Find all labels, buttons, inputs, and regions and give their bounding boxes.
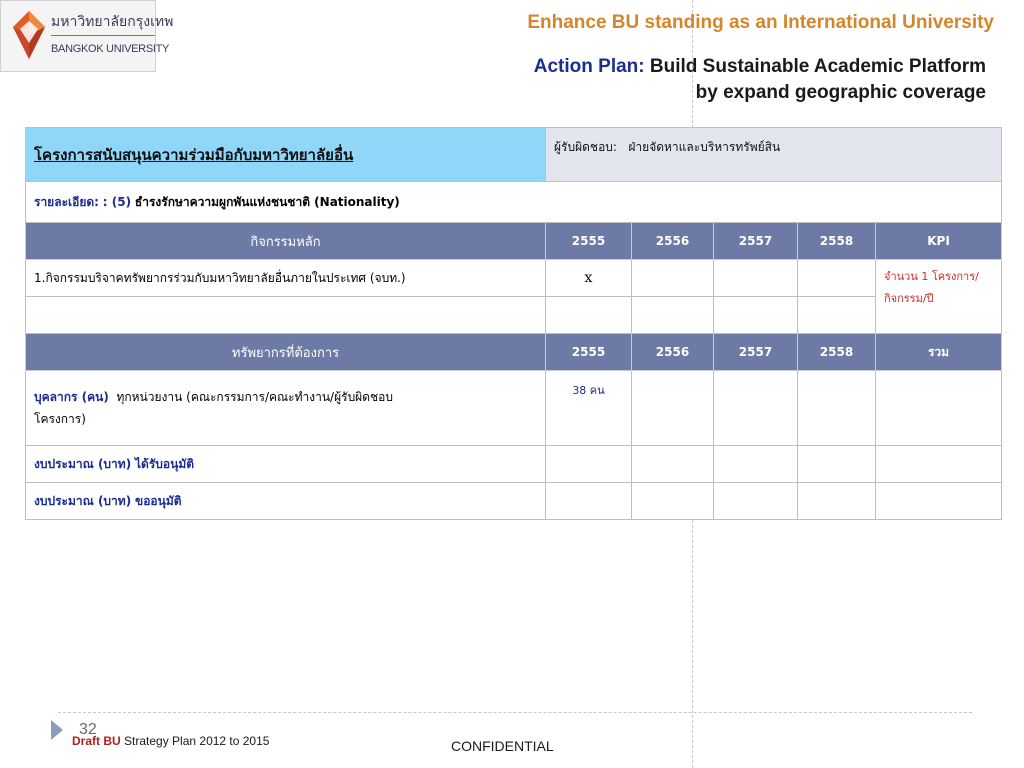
action-plan-label: Action Plan:: [533, 56, 645, 77]
budget-approved-row: [26, 446, 1002, 483]
kpi-line2: กิจกรรม/ปี: [884, 292, 934, 305]
action-plan-heading: [534, 54, 986, 106]
activity-cell-2556: [632, 260, 714, 297]
draft-label: Draft BU: [72, 734, 121, 748]
detail-cell: [26, 182, 1002, 223]
activity-cell-2557: [714, 260, 798, 297]
detail-text: ธำรงรักษาความผูกพันแห่งชนชาติ (Nationality): [134, 194, 400, 209]
slide-title: Enhance BU standing as an International University: [527, 12, 994, 33]
activity-cell-empty: [26, 297, 546, 334]
activity-header-kpi: KPI: [876, 223, 1002, 260]
action-plan-line1: Build Sustainable Academic Platform: [649, 56, 986, 77]
personnel-2556: [632, 371, 714, 446]
budget-approved-total: [876, 446, 1002, 483]
detail-row: [26, 182, 1002, 223]
action-plan-line2: by expand geographic coverage: [695, 82, 986, 103]
activity-header-year: 2557: [714, 223, 798, 260]
logo-english-name: BANGKOK UNIVERSITY: [51, 43, 170, 55]
activity-mark-2555: x: [546, 260, 632, 297]
footer-draft-note: [72, 734, 269, 748]
project-title: โครงการสนับสนุนความร่วมมือกับมหาวิทยาลัยอื่น: [26, 128, 546, 182]
activity-header-year: 2556: [632, 223, 714, 260]
page-number: 32: [79, 721, 97, 738]
activity-cell-empty: [632, 297, 714, 334]
budget-request-2557: [714, 483, 798, 520]
budget-request-label-rest: ขออนุมัติ: [135, 493, 182, 508]
resource-header-label: ทรัพยากรที่ต้องการ: [26, 334, 546, 371]
activity-cell-empty: [546, 297, 632, 334]
budget-approved-2557: [714, 446, 798, 483]
personnel-2557: [714, 371, 798, 446]
kpi-cell: [876, 260, 1002, 334]
budget-approved-2558: [798, 446, 876, 483]
resource-header-year: 2558: [798, 334, 876, 371]
budget-approved-2555: [546, 446, 632, 483]
budget-request-row: [26, 483, 1002, 520]
diamond-crest-icon: [11, 9, 47, 61]
activity-row-empty: [26, 297, 1002, 334]
personnel-label-bold: บุคลากร (คน): [34, 390, 109, 404]
triangle-bullet-icon: [51, 720, 63, 740]
activity-header-label: กิจกรรมหลัก: [26, 223, 546, 260]
personnel-row: [26, 371, 1002, 446]
budget-request-2556: [632, 483, 714, 520]
activity-cell-empty: [714, 297, 798, 334]
confidential-label: CONFIDENTIAL: [451, 738, 554, 754]
project-title-row: [26, 128, 1002, 182]
activity-header-year: 2555: [546, 223, 632, 260]
resource-header-year: 2556: [632, 334, 714, 371]
activity-cell-empty: [798, 297, 876, 334]
responsible-label: ผู้รับผิดชอบ:: [554, 140, 617, 154]
activity-cell-2558: [798, 260, 876, 297]
responsible-value: ฝ่ายจัดหาและบริหารทรัพย์สิน: [628, 140, 781, 154]
activity-header-year: 2558: [798, 223, 876, 260]
budget-request-2555: [546, 483, 632, 520]
personnel-label-rest: ทุกหน่วยงาน (คณะกรรมการ/คณะทำงาน/ผู้รับผิดชอบ: [116, 390, 393, 404]
budget-request-total: [876, 483, 1002, 520]
personnel-2558: [798, 371, 876, 446]
activity-row: [26, 260, 1002, 297]
personnel-label-line2: โครงการ): [34, 412, 86, 426]
resource-header-year: 2557: [714, 334, 798, 371]
activity-header-row: [26, 223, 1002, 260]
guide-line-horizontal: [58, 712, 972, 713]
personnel-total: [876, 371, 1002, 446]
budget-request-label: [26, 483, 546, 520]
draft-rest: Strategy Plan 2012 to 2015: [124, 734, 270, 748]
resource-header-row: [26, 334, 1002, 371]
budget-approved-label-rest: ได้รับอนุมัติ: [135, 456, 195, 471]
responsible-cell: [546, 128, 1002, 182]
bangkok-university-logo: [0, 0, 174, 72]
action-plan-table: [25, 127, 1002, 520]
activity-label: 1.กิจกรรมบริจาคทรัพยากรร่วมกับมหาวิทยาลัยอื่นภายในประเทศ (จบท.): [26, 260, 546, 297]
personnel-2555: 38 คน: [546, 371, 632, 446]
detail-label: รายละเอียด:: [34, 194, 99, 209]
kpi-line1: จำนวน 1 โครงการ/: [884, 270, 979, 283]
budget-request-label-bold: งบประมาณ (บาท): [34, 493, 132, 508]
budget-approved-2556: [632, 446, 714, 483]
budget-request-2558: [798, 483, 876, 520]
logo-divider: [51, 35, 155, 36]
logo-thai-name: มหาวิทยาลัยกรุงเทพ: [51, 14, 174, 30]
budget-approved-label-bold: งบประมาณ (บาท): [34, 456, 132, 471]
budget-approved-label: [26, 446, 546, 483]
detail-code: : (5): [102, 194, 132, 209]
resource-header-total: รวม: [876, 334, 1002, 371]
resource-header-year: 2555: [546, 334, 632, 371]
personnel-label: [26, 371, 546, 446]
